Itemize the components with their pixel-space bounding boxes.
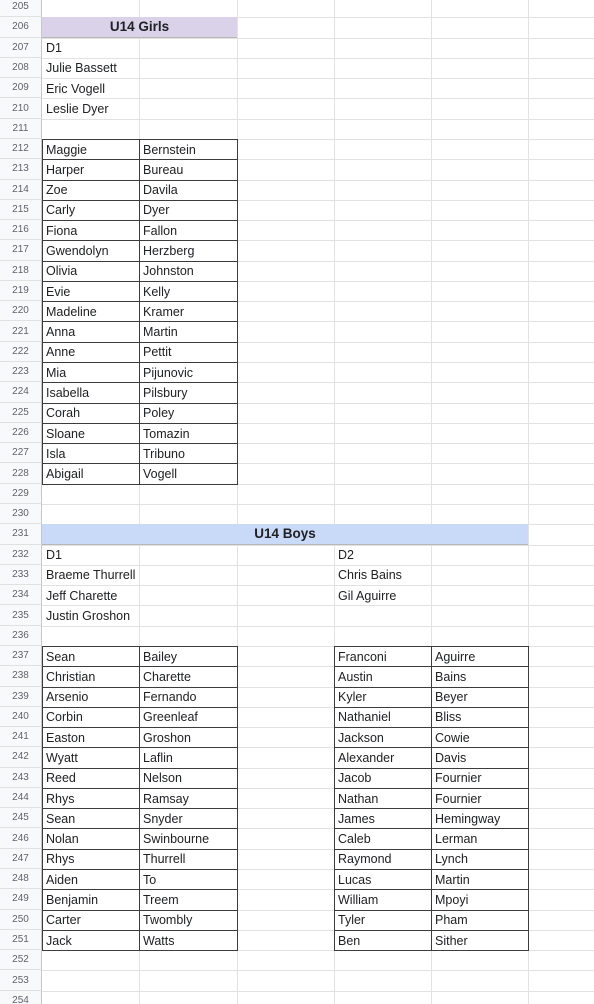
roster-first-name[interactable]: Fiona xyxy=(46,223,78,238)
roster-first-name[interactable]: Ben xyxy=(338,933,361,948)
roster-first-name[interactable]: Harper xyxy=(46,162,85,177)
roster-table-divider xyxy=(139,139,140,484)
roster-row-divider xyxy=(42,747,237,748)
coach-name[interactable]: Chris Bains xyxy=(338,568,402,583)
roster-row-divider xyxy=(42,808,237,809)
row-header[interactable]: 246 xyxy=(0,828,42,848)
row-header[interactable]: 252 xyxy=(0,950,42,970)
roster-row-divider xyxy=(334,808,528,809)
row-header[interactable]: 243 xyxy=(0,768,42,788)
row-header[interactable]: 214 xyxy=(0,180,42,200)
roster-row-divider xyxy=(42,321,237,322)
roster-row-divider xyxy=(42,930,237,931)
roster-first-name[interactable]: Nolan xyxy=(46,832,79,847)
roster-first-name[interactable]: Benjamin xyxy=(46,892,99,907)
row-header[interactable]: 240 xyxy=(0,707,42,727)
roster-last-name[interactable]: Snyder xyxy=(143,811,183,826)
roster-row-divider xyxy=(42,423,237,424)
row-header[interactable]: 238 xyxy=(0,666,42,686)
roster-first-name[interactable]: Christian xyxy=(46,669,96,684)
roster-first-name[interactable]: Franconi xyxy=(338,649,387,664)
roster-first-name[interactable]: Jacob xyxy=(338,771,372,786)
row-gridline xyxy=(42,119,594,120)
coach-name[interactable]: Braeme Thurrell xyxy=(46,568,136,583)
roster-last-name[interactable]: Bureau xyxy=(143,162,184,177)
row-header[interactable]: 244 xyxy=(0,788,42,808)
roster-row-divider xyxy=(42,463,237,464)
roster-row-divider xyxy=(334,910,528,911)
roster-last-name[interactable]: Bernstein xyxy=(143,142,196,157)
roster-last-name[interactable]: Poley xyxy=(143,406,175,421)
roster-last-name[interactable]: To xyxy=(143,872,157,887)
row-header[interactable]: 249 xyxy=(0,889,42,909)
roster-row-divider xyxy=(334,727,528,728)
roster-row-divider xyxy=(42,707,237,708)
roster-last-name[interactable]: Ramsay xyxy=(143,791,189,806)
row-header[interactable]: 215 xyxy=(0,200,42,220)
roster-row-divider xyxy=(334,889,528,890)
row-header[interactable]: 211 xyxy=(0,119,42,139)
roster-first-name[interactable]: Caleb xyxy=(338,832,371,847)
roster-row-divider xyxy=(42,443,237,444)
row-header[interactable]: 210 xyxy=(0,98,42,118)
roster-first-name[interactable]: Jack xyxy=(46,933,72,948)
roster-first-name[interactable]: Isla xyxy=(46,446,66,461)
roster-row-divider xyxy=(42,261,237,262)
roster-last-name[interactable]: Fournier xyxy=(435,771,482,786)
roster-first-name[interactable]: Rhys xyxy=(46,791,75,806)
roster-row-divider xyxy=(42,768,237,769)
roster-first-name[interactable]: Madeline xyxy=(46,304,97,319)
division-label[interactable]: D1 xyxy=(46,41,62,56)
roster-row-divider xyxy=(334,768,528,769)
roster-first-name[interactable]: Reed xyxy=(46,771,76,786)
row-header[interactable]: 209 xyxy=(0,78,42,98)
row-gridline xyxy=(42,504,594,505)
roster-last-name[interactable]: Martin xyxy=(435,872,470,887)
roster-last-name[interactable]: Fournier xyxy=(435,791,482,806)
row-header[interactable]: 230 xyxy=(0,504,42,524)
roster-last-name[interactable]: Cowie xyxy=(435,730,470,745)
roster-row-divider xyxy=(42,910,237,911)
row-header[interactable]: 231 xyxy=(0,524,42,544)
row-header[interactable]: 232 xyxy=(0,545,42,565)
row-header[interactable]: 205 xyxy=(0,0,42,17)
roster-row-divider xyxy=(334,828,528,829)
row-header[interactable]: 233 xyxy=(0,565,42,585)
row-header[interactable]: 221 xyxy=(0,321,42,341)
roster-row-divider xyxy=(334,849,528,850)
roster-last-name[interactable]: Treem xyxy=(143,892,179,907)
row-header[interactable]: 224 xyxy=(0,382,42,402)
row-header[interactable]: 254 xyxy=(0,991,42,1004)
row-gridline xyxy=(42,484,594,485)
roster-first-name[interactable]: Corah xyxy=(46,406,81,421)
coach-name[interactable]: Leslie Dyer xyxy=(46,102,109,117)
roster-row-divider xyxy=(42,220,237,221)
row-header[interactable]: 213 xyxy=(0,159,42,179)
roster-last-name[interactable]: Twombly xyxy=(143,913,193,928)
coach-name[interactable]: Julie Bassett xyxy=(46,61,117,76)
roster-row-divider xyxy=(42,180,237,181)
roster-row-divider xyxy=(42,828,237,829)
row-header[interactable]: 217 xyxy=(0,240,42,260)
roster-row-divider xyxy=(334,687,528,688)
coach-name[interactable]: Gil Aguirre xyxy=(338,588,397,603)
division-label[interactable]: D1 xyxy=(46,548,62,563)
roster-last-name[interactable]: Martin xyxy=(143,325,178,340)
roster-first-name[interactable]: Raymond xyxy=(338,852,392,867)
roster-first-name[interactable]: Anna xyxy=(46,325,76,340)
roster-last-name[interactable]: Lynch xyxy=(435,852,468,867)
roster-last-name[interactable]: Pilsbury xyxy=(143,385,188,400)
roster-table-divider xyxy=(139,646,140,950)
roster-last-name[interactable]: Swinbourne xyxy=(143,832,210,847)
roster-row-divider xyxy=(42,362,237,363)
row-gridline xyxy=(42,950,594,951)
roster-row-divider xyxy=(42,869,237,870)
roster-first-name[interactable]: Corbin xyxy=(46,710,83,725)
roster-row-divider xyxy=(42,687,237,688)
roster-first-name[interactable]: Kyler xyxy=(338,690,367,705)
roster-row-divider xyxy=(42,159,237,160)
roster-last-name[interactable]: Tribuno xyxy=(143,446,185,461)
row-header[interactable]: 223 xyxy=(0,362,42,382)
row-header[interactable]: 222 xyxy=(0,342,42,362)
roster-row-divider xyxy=(42,281,237,282)
roster-row-divider xyxy=(334,930,528,931)
roster-row-divider xyxy=(42,342,237,343)
roster-last-name[interactable]: Fallon xyxy=(143,223,178,238)
roster-first-name[interactable]: Sean xyxy=(46,649,76,664)
roster-row-divider xyxy=(42,666,237,667)
roster-last-name[interactable]: Watts xyxy=(143,933,175,948)
roster-first-name[interactable]: Rhys xyxy=(46,852,75,867)
roster-row-divider xyxy=(42,301,237,302)
coach-name[interactable]: Eric Vogell xyxy=(46,81,106,96)
roster-first-name[interactable]: Mia xyxy=(46,365,67,380)
roster-first-name[interactable]: Arsenio xyxy=(46,690,89,705)
row-header[interactable]: 242 xyxy=(0,747,42,767)
girls-section-title[interactable]: U14 Girls xyxy=(42,17,237,37)
roster-row-divider xyxy=(42,788,237,789)
row-header[interactable]: 236 xyxy=(0,626,42,646)
roster-last-name[interactable]: Bains xyxy=(435,669,467,684)
roster-first-name[interactable]: Zoe xyxy=(46,183,68,198)
roster-last-name[interactable]: Johnston xyxy=(143,264,194,279)
row-header[interactable]: 245 xyxy=(0,808,42,828)
roster-first-name[interactable]: Tyler xyxy=(338,913,366,928)
roster-last-name[interactable]: Vogell xyxy=(143,467,178,482)
row-gridline xyxy=(42,970,594,971)
row-header[interactable]: 235 xyxy=(0,605,42,625)
roster-first-name[interactable]: Carter xyxy=(46,913,81,928)
roster-first-name[interactable]: Lucas xyxy=(338,872,372,887)
roster-last-name[interactable]: Bailey xyxy=(143,649,178,664)
roster-last-name[interactable]: Pham xyxy=(435,913,468,928)
roster-row-divider xyxy=(334,707,528,708)
row-header[interactable]: 207 xyxy=(0,38,42,58)
row-header[interactable]: 228 xyxy=(0,463,42,483)
roster-row-divider xyxy=(42,849,237,850)
row-header[interactable]: 227 xyxy=(0,443,42,463)
roster-first-name[interactable]: Anne xyxy=(46,345,76,360)
column-gridline xyxy=(528,0,529,1004)
roster-row-divider xyxy=(334,869,528,870)
roster-last-name[interactable]: Pijunovic xyxy=(143,365,194,380)
row-header[interactable]: 234 xyxy=(0,585,42,605)
roster-first-name[interactable]: Isabella xyxy=(46,385,90,400)
row-header[interactable]: 219 xyxy=(0,281,42,301)
roster-row-divider xyxy=(42,200,237,201)
roster-row-divider xyxy=(334,666,528,667)
roster-last-name[interactable]: Tomazin xyxy=(143,426,190,441)
roster-last-name[interactable]: Davila xyxy=(143,183,178,198)
roster-last-name[interactable]: Beyer xyxy=(435,690,468,705)
row-header[interactable]: 218 xyxy=(0,261,42,281)
roster-first-name[interactable]: Jackson xyxy=(338,730,384,745)
division-label[interactable]: D2 xyxy=(338,548,354,563)
row-header[interactable]: 253 xyxy=(0,970,42,990)
row-header[interactable]: 216 xyxy=(0,220,42,240)
roster-first-name[interactable]: Nathaniel xyxy=(338,710,391,725)
roster-first-name[interactable]: Gwendolyn xyxy=(46,243,109,258)
roster-first-name[interactable]: Aiden xyxy=(46,872,78,887)
roster-row-divider xyxy=(42,403,237,404)
coach-name[interactable]: Justin Groshon xyxy=(46,609,131,624)
column-gridline xyxy=(237,0,238,1004)
roster-first-name[interactable]: William xyxy=(338,892,379,907)
boys-section-title[interactable]: U14 Boys xyxy=(42,524,528,544)
roster-first-name[interactable]: Abigail xyxy=(46,467,84,482)
roster-first-name[interactable]: Maggie xyxy=(46,142,87,157)
roster-last-name[interactable]: Mpoyi xyxy=(435,892,469,907)
roster-last-name[interactable]: Sither xyxy=(435,933,468,948)
roster-last-name[interactable]: Lerman xyxy=(435,832,478,847)
roster-first-name[interactable]: Nathan xyxy=(338,791,379,806)
row-header[interactable]: 229 xyxy=(0,484,42,504)
row-header[interactable]: 220 xyxy=(0,301,42,321)
roster-first-name[interactable]: Olivia xyxy=(46,264,78,279)
row-gridline xyxy=(42,626,594,627)
roster-first-name[interactable]: James xyxy=(338,811,375,826)
row-header[interactable]: 247 xyxy=(0,849,42,869)
roster-first-name[interactable]: Sloane xyxy=(46,426,85,441)
roster-first-name[interactable]: Easton xyxy=(46,730,85,745)
row-header[interactable]: 225 xyxy=(0,403,42,423)
roster-row-divider xyxy=(42,240,237,241)
roster-last-name[interactable]: Aguirre xyxy=(435,649,476,664)
roster-first-name[interactable]: Wyatt xyxy=(46,750,78,765)
roster-last-name[interactable]: Pettit xyxy=(143,345,172,360)
roster-first-name[interactable]: Alexander xyxy=(338,750,395,765)
roster-last-name[interactable]: Davis xyxy=(435,750,467,765)
roster-row-divider xyxy=(42,727,237,728)
coach-name[interactable]: Jeff Charette xyxy=(46,588,118,603)
roster-last-name[interactable]: Fernando xyxy=(143,690,197,705)
roster-last-name[interactable]: Charette xyxy=(143,669,191,684)
roster-first-name[interactable]: Evie xyxy=(46,284,71,299)
roster-last-name[interactable]: Herzberg xyxy=(143,243,195,258)
roster-last-name[interactable]: Hemingway xyxy=(435,811,501,826)
roster-last-name[interactable]: Bliss xyxy=(435,710,462,725)
roster-first-name[interactable]: Sean xyxy=(46,811,76,826)
row-header[interactable]: 237 xyxy=(0,646,42,666)
roster-first-name[interactable]: Austin xyxy=(338,669,373,684)
roster-row-divider xyxy=(334,747,528,748)
roster-table-divider xyxy=(431,646,432,950)
roster-last-name[interactable]: Laflin xyxy=(143,750,173,765)
roster-last-name[interactable]: Kelly xyxy=(143,284,171,299)
row-header[interactable]: 212 xyxy=(0,139,42,159)
row-header[interactable]: 226 xyxy=(0,423,42,443)
row-header[interactable]: 241 xyxy=(0,727,42,747)
roster-last-name[interactable]: Dyer xyxy=(143,203,170,218)
roster-first-name[interactable]: Carly xyxy=(46,203,76,218)
roster-last-name[interactable]: Greenleaf xyxy=(143,710,198,725)
row-gridline xyxy=(42,991,594,992)
row-header[interactable]: 208 xyxy=(0,58,42,78)
roster-row-divider xyxy=(334,788,528,789)
row-header[interactable]: 239 xyxy=(0,687,42,707)
roster-last-name[interactable]: Nelson xyxy=(143,771,182,786)
roster-row-divider xyxy=(42,889,237,890)
row-header[interactable]: 248 xyxy=(0,869,42,889)
roster-last-name[interactable]: Thurrell xyxy=(143,852,186,867)
row-header[interactable]: 251 xyxy=(0,930,42,950)
roster-last-name[interactable]: Groshon xyxy=(143,730,191,745)
row-header[interactable]: 206 xyxy=(0,17,42,37)
roster-last-name[interactable]: Kramer xyxy=(143,304,184,319)
roster-row-divider xyxy=(42,382,237,383)
row-header[interactable]: 250 xyxy=(0,910,42,930)
